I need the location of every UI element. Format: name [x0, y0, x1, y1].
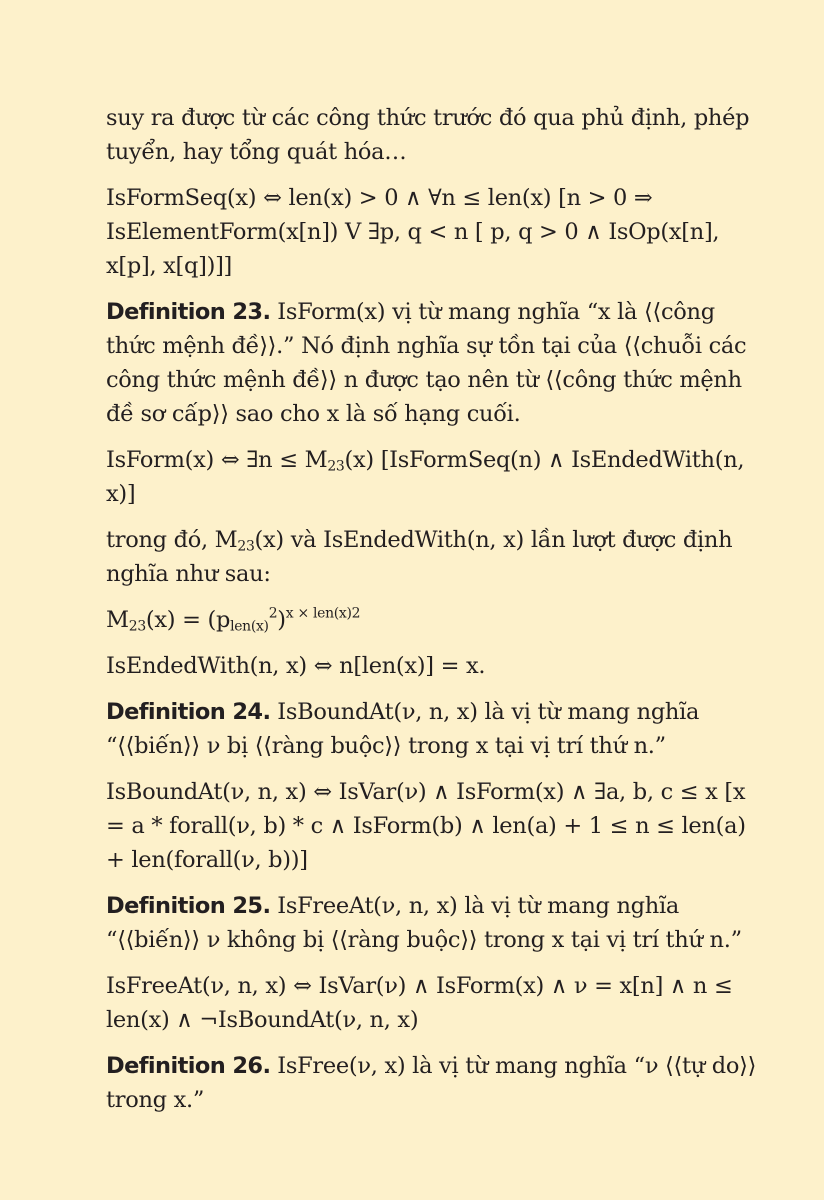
formula-isform — [106, 443, 766, 511]
formula-part: M — [106, 607, 129, 633]
subscript: 23 — [237, 538, 255, 555]
subscript: 23 — [128, 618, 146, 635]
definition-text: IsFree(ν, x) là vị từ mang nghĩa “ν ⟨⟨tự do⟩⟩ trong x.” — [106, 1053, 757, 1113]
formula-part: (x) [IsFormSeq(n) ∧ IsEndedWith(n, x)] — [106, 447, 745, 507]
formula-m23 — [106, 603, 766, 637]
definition-label: Definition 26. — [106, 1053, 271, 1079]
formula-isformseq: IsFormSeq(x) ⇔ len(x) > 0 ∧ ∀n ≤ len(x) [n > 0 ⇒ IsElementForm(x[n]) V ∃p, q < n [ p, q > 0 ∧ IsOp(x[n], x[p], x[q])]] — [106, 185, 720, 279]
definition-label: Definition 25. — [106, 893, 271, 919]
formula-isboundat: IsBoundAt(ν, n, x) ⇔ IsVar(ν) ∧ IsForm(x) ∧ ∃a, b, c ≤ x [x = a * forall(ν, b) * c ∧ IsForm(b) ∧ len(a) + 1 ≤ n ≤ len(a) + len(forall(ν, b))] — [106, 779, 746, 873]
text-part: (x) và IsEndedWith(n, x) lần lượt được định nghĩa như sau: — [106, 527, 733, 587]
superscript: 2 — [268, 605, 278, 622]
definition-text: IsBoundAt(ν, n, x) là vị từ mang nghĩa “⟨⟨biến⟩⟩ ν bị ⟨⟨ràng buộc⟩⟩ trong x tại vị trí thứ n.” — [106, 699, 700, 759]
document-page — [106, 101, 766, 1129]
text-part: trong đó, M — [106, 527, 238, 553]
formula-part: (x) = (p — [145, 607, 231, 633]
paragraph-where — [106, 523, 766, 591]
definition-25 — [106, 889, 766, 957]
formula-part: IsForm(x) ⇔ ∃n ≤ M — [106, 447, 328, 473]
definition-text: IsForm(x) vị từ mang nghĩa “x là ⟨⟨công thức mệnh đề⟩⟩.” Nó định nghĩa sự tồn tại của ⟨⟨chuỗi các công thức mệnh đề⟩⟩ n được tạo nên từ ⟨⟨công thức mệnh đề sơ cấp⟩⟩ sao cho x là số hạng cuối. — [106, 299, 747, 427]
superscript: x × len(x)2 — [285, 605, 361, 622]
formula-isendedwith: IsEndedWith(n, x) ⇔ n[len(x)] = x. — [106, 653, 486, 679]
definition-label: Definition 23. — [106, 299, 271, 325]
formula-isfreeat: IsFreeAt(ν, n, x) ⇔ IsVar(ν) ∧ IsForm(x) ∧ ν = x[n] ∧ n ≤ len(x) ∧ ¬IsBoundAt(ν, n, x) — [106, 973, 733, 1033]
definition-label: Definition 24. — [106, 699, 271, 725]
definition-23 — [106, 295, 766, 431]
paragraph-intro: suy ra được từ các công thức trước đó qua phủ định, phép tuyển, hay tổng quát hóa… — [106, 105, 750, 165]
subscript: len(x) — [230, 618, 269, 635]
subscript: 23 — [327, 458, 345, 475]
definition-text: IsFreeAt(ν, n, x) là vị từ mang nghĩa “⟨⟨biến⟩⟩ ν không bị ⟨⟨ràng buộc⟩⟩ trong x tại vị trí thứ n.” — [106, 893, 742, 953]
definition-24 — [106, 695, 766, 763]
formula-part: ) — [277, 607, 286, 633]
definition-26 — [106, 1049, 766, 1117]
